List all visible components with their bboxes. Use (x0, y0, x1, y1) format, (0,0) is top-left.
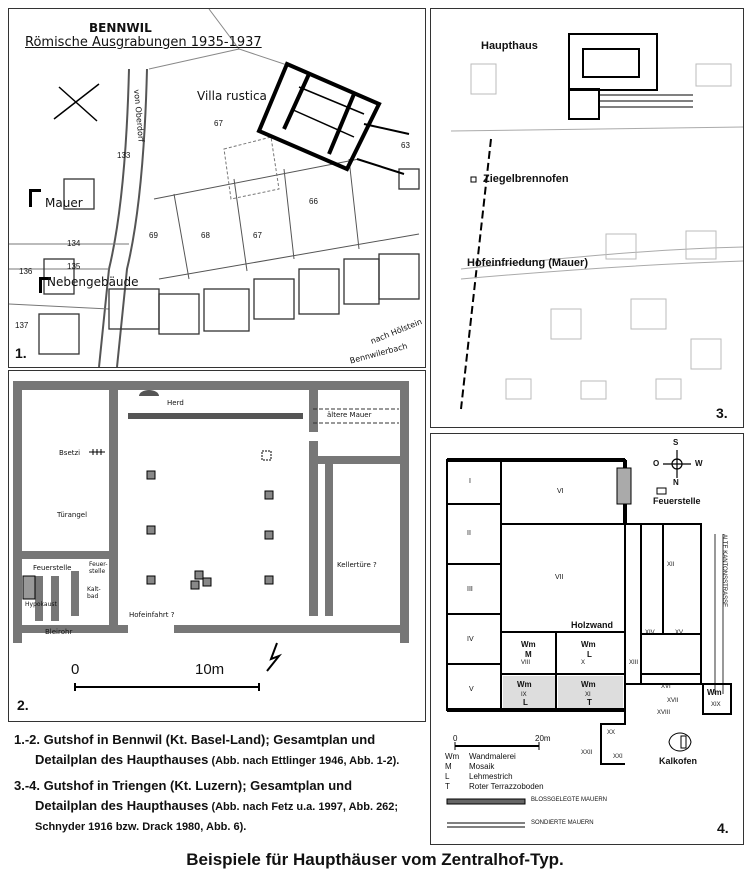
caption-triengen-source: (Abb. nach Fetz u.a. 1997, Abb. 262; (208, 801, 399, 813)
panel-bennwil-overview (8, 8, 426, 368)
wm-label: Wm (517, 680, 532, 689)
aeltere-mauer-label: ältere Mauer (327, 411, 372, 419)
page-title: Beispiele für Haupthäuser vom Zentralhof-Typ. (186, 850, 564, 869)
room-label: XVI (661, 684, 671, 690)
ziegelbrennofen-label: Ziegelbrennofen (483, 173, 569, 185)
parcel-number: 67 (214, 119, 223, 128)
holzwand-label: Holzwand (571, 620, 613, 630)
caption-triengen-line2: Detailplan des Haupthauses (35, 798, 209, 813)
kalkofen-label: Kalkofen (659, 756, 698, 766)
room-label: XX (607, 730, 616, 736)
panel1-subheading: Römische Ausgrabungen 1935-1937 (25, 35, 262, 50)
legend-text: Wandmalerei (469, 752, 516, 761)
panel-number: 2. (17, 697, 29, 713)
parcel-number: 63 (401, 141, 410, 150)
compass-n: N (673, 478, 679, 487)
haupthaus-label: Haupthaus (481, 40, 538, 52)
hofeinfahrt-label: Hofeinfahrt ? (129, 611, 175, 619)
panel1-heading: BENNWIL (89, 21, 152, 35)
herd-label: Herd (167, 399, 184, 407)
room-label: VII (555, 574, 564, 581)
legend-code: M (445, 762, 452, 771)
parcel-number: 67 (253, 231, 262, 240)
parcel-number: 137 (15, 321, 29, 330)
caption-triengen-line3: Schnyder 1916 bzw. Drack 1980, Abb. 6). (35, 821, 247, 833)
road-label: ALTE KANTONSSTRASSE (721, 534, 727, 608)
line-legend-excavated: BLOSSGELEGTE MAUERN (531, 797, 608, 803)
feuerstelle2-label: Feuer-stelle (89, 561, 108, 575)
wm-label: Wm (581, 640, 596, 649)
scale-zero-label: 0 (453, 734, 458, 743)
legend-text: Mosaik (469, 762, 495, 771)
room-label: I (469, 478, 471, 485)
room-label: V (469, 686, 474, 693)
room-label: IV (467, 636, 474, 643)
room-label: XIII (629, 660, 639, 666)
caption-triengen-line1: 3.-4. Gutshof in Triengen (Kt. Luzern); Gesamtplan und (14, 778, 353, 793)
parcel-number: 68 (201, 231, 210, 240)
parcel-number: 69 (149, 231, 158, 240)
panel-triengen-overview (430, 8, 744, 428)
panel-bennwil-haupthaus (8, 370, 426, 722)
compass-w: W (695, 459, 703, 468)
legend-text: Roter Terrazzoboden (469, 782, 544, 791)
line-legend-probed: SONDIERTE MAUERN (531, 820, 594, 826)
caption-bennwil-line1: 1.-2. Gutshof in Bennwil (Kt. Basel-Land); Gesamtplan und (14, 732, 376, 747)
kaltbad-label: Kalt-bad (87, 586, 101, 600)
scale-ten-label: 10m (195, 661, 225, 678)
mauer-label: Mauer (45, 196, 83, 210)
room-label: XV (675, 630, 684, 636)
room-label: X (581, 660, 586, 666)
scale-twenty-label: 20m (535, 734, 551, 743)
room-label: XVII (667, 698, 679, 704)
l-label: L (587, 650, 592, 659)
caption-bennwil (14, 730, 399, 771)
parcel-number: 135 (67, 262, 81, 271)
wm-label: Wm (521, 640, 536, 649)
parcel-number: 136 (19, 267, 33, 276)
panel-number: 1. (15, 345, 27, 361)
room-label: III (467, 586, 473, 593)
room-label: XIX (711, 702, 721, 708)
tuerangel-label: Türangel (57, 511, 88, 519)
legend-code: Wm (445, 752, 460, 761)
parcel-number: 134 (67, 239, 81, 248)
room-label: XII (667, 562, 675, 568)
hofeinfriedung-label: Hofeinfriedung (Mauer) (467, 257, 588, 269)
panel-number: 4. (717, 820, 729, 836)
panel-triengen-haupthaus (430, 433, 744, 845)
caption-triengen (14, 776, 398, 837)
room-label: II (467, 530, 471, 537)
m-label: M (525, 650, 532, 659)
room-label: XVIII (657, 710, 671, 716)
road-right-label: nach Hölstein (369, 317, 424, 346)
legend-code: L (445, 772, 450, 781)
kellertuere-label: Kellertüre ? (337, 561, 377, 569)
villa-label: Villa rustica (197, 89, 267, 103)
t-label: T (587, 698, 592, 707)
room-label: XIV (645, 630, 655, 636)
bleirohr-label: Bleirohr (45, 628, 73, 636)
room-label: XXI (613, 754, 623, 760)
panel-number: 3. (716, 405, 728, 421)
caption-bennwil-source: (Abb. nach Ettlinger 1946, Abb. 1-2). (208, 755, 400, 767)
feuerstelle-label: Feuerstelle (653, 496, 701, 506)
room-label: XI (585, 692, 591, 698)
room-label: IX (521, 692, 527, 698)
wm-label: Wm (581, 680, 596, 689)
parcel-number: 66 (309, 197, 318, 206)
l-label: L (523, 698, 528, 707)
legend-text: Lehmestrich (469, 772, 513, 781)
compass-o: O (653, 459, 660, 468)
compass-s: S (673, 438, 679, 447)
hypokaust-label: Hypokaust (25, 601, 57, 608)
caption-bennwil-line2: Detailplan des Haupthauses (35, 752, 209, 767)
triengen-site-map (431, 9, 743, 427)
road-left-label: von Oberdorf (132, 89, 146, 143)
bennwil-site-map (9, 9, 425, 367)
feuerstelle-label: Feuerstelle (33, 564, 72, 572)
nebengebaeude-label: Nebengebäude (47, 275, 139, 289)
parcel-number: 133 (117, 151, 131, 160)
scale-zero-label: 0 (71, 661, 80, 678)
legend-code: T (445, 782, 450, 791)
wm-label: Wm (707, 688, 722, 697)
room-label: VIII (521, 660, 531, 666)
room-label: XXII (581, 750, 593, 756)
bsetzi-label: Bsetzi (59, 449, 81, 457)
brook-label: Bennwilerbach (348, 341, 409, 366)
room-label: VI (557, 488, 564, 495)
